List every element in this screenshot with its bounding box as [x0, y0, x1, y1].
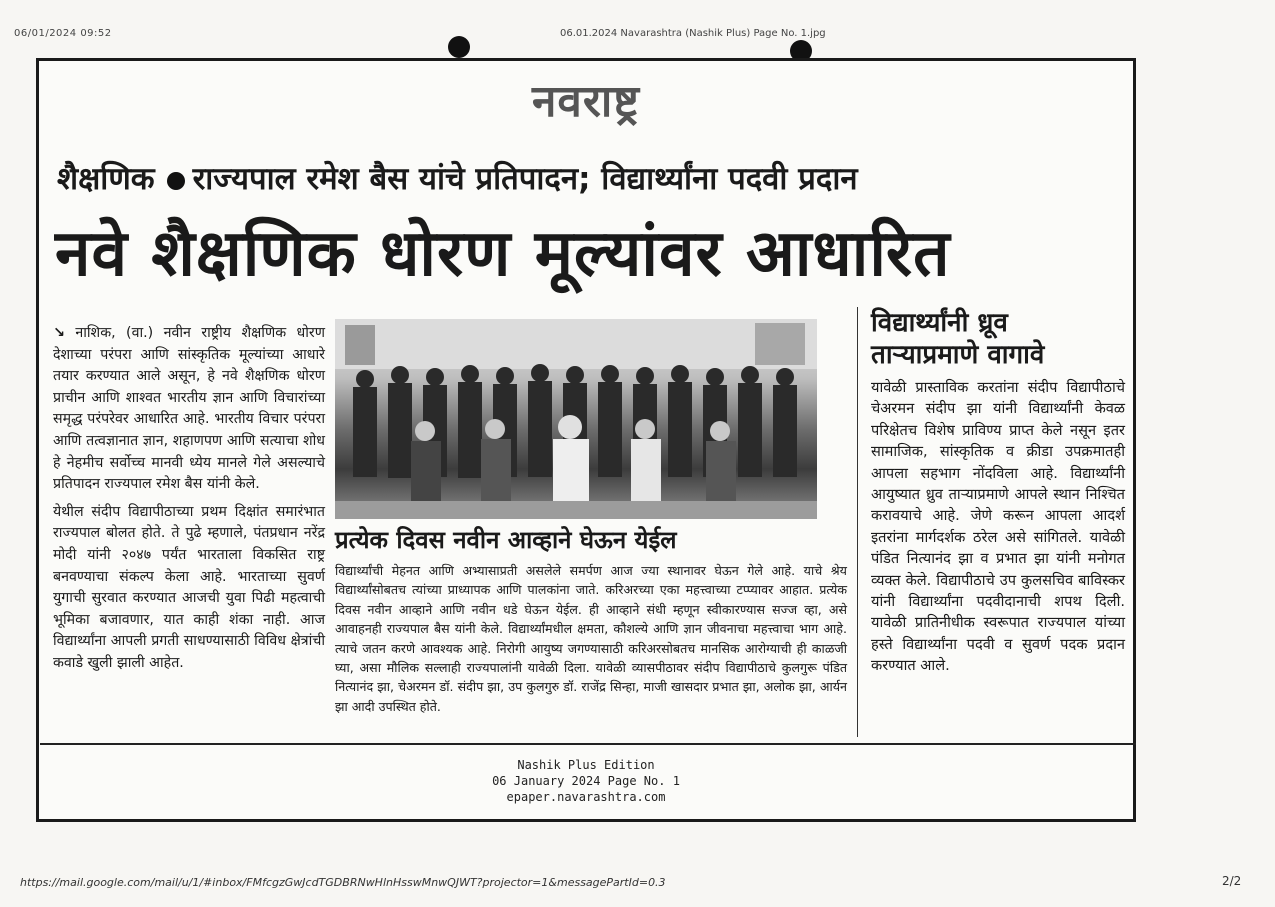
edition-date-page: 06 January 2024 Page No. 1 [492, 774, 680, 788]
edition-site: epaper.navarashtra.com [506, 790, 666, 804]
headline: नवे शैक्षणिक धोरण मूल्यांवर आधारित [55, 217, 951, 291]
left-column [53, 323, 325, 681]
punch-hole-left [448, 36, 470, 58]
masthead: नवराष्ट्र [532, 76, 640, 127]
right-column: यावेळी प्रास्ताविक करतांना संदीप विद्यापीठाचे चेअरमन संदीप झा यांनी विद्यार्थ्यांनी केवळ परिक्षेतच विशेष प्राविण्य प्राप्त केले नसून इतर सामाजिक, सांस्कृतिक व क्रीडा उपक्रमातही आपला सहभाग नोंदविला आहे. विद्यार्थ्यांनी आयुष्यात ध्रुव ताऱ्याप्रमाणे आपले स्थान निश्चित करावयाचे आहे. जेणे करून आपला आदर्श इतरांना मार्गदर्शक ठरेल असे सांगितले. यावेळी पंडित नित्यानंद झा व प्रभात झा यांनी मनोगत व्यक्त केले. विद्यापीठाचे उप कुलसचिव बाविस्कर यांनी विद्यार्थ्यांना पदवीदानाची शपथ दिली. यावेळी प्रातिनीधीक स्वरूपात राज्यपाल यांच्या हस्ते विद्यार्थ्यांना पदवी व सुवर्ण पदक प्रदान करण्यात आले. [871, 379, 1125, 675]
kicker-label: शैक्षणिक [57, 161, 155, 197]
kicker-text: राज्यपाल रमेश बैस यांचे प्रतिपादन; विद्यार्थ्यांना पदवी प्रदान [192, 161, 858, 197]
print-header-filename: 06.01.2024 Navarashtra (Nashik Plus) Page No. 1.jpg [560, 28, 826, 39]
dateline-arrow-icon: ↘ [53, 325, 65, 341]
bullet-icon [167, 172, 185, 190]
photo-illustration [335, 319, 817, 519]
print-footer-url: https://mail.google.com/mail/u/1/#inbox/FMfcgzGwJcdTGDBRNwHlnHsswMnwQJWT?projector=1&messagePartId=0.3 [20, 876, 666, 889]
kicker [57, 157, 858, 199]
left-paragraph-1 [53, 323, 325, 496]
footer-divider [40, 743, 1136, 745]
newspaper-clipping [36, 58, 1136, 822]
right-column-title: विद्यार्थ्यांनी ध्रूव ताऱ्याप्रमाणे वागावे [871, 308, 1045, 370]
convocation-photo [335, 319, 817, 519]
middle-column: विद्यार्थ्यांची मेहनत आणि अभ्यासाप्रती असलेले समर्पण आज ज्या स्थानावर घेऊन गेले आहे. याचे श्रेय विद्यार्थ्यांसोबतच त्यांच्या प्राध्यापक आणि पालकांना जाते. करिअरच्या एका महत्त्वाच्या टप्प्यावर आहात. प्रत्येक दिवस नवीन आव्हाने आणि नवीन धडे घेऊन येईल. ही आव्हाने संधी म्हणून स्वीकारण्यास सज्ज व्हा, असे आवाहनही राज्यपाल बैस यांनी केले. विद्यार्थ्यांमधील क्षमता, कौशल्ये आणि ज्ञान जीवनाचा महत्त्वाचा भाग आहे. त्याचे जतन करणे आवश्यक आहे. निरोगी आयुष्य जगण्यासाठी करिअरसोबतच मानसिक आरोग्याची ही काळजी घ्या, असा मौलिक सल्लाही राज्यपालांनी यावेळी दिला. यावेळी व्यासपीठावर संदीप विद्यापीठाचे कुलगुरू पंडित नित्यानंद झा, चेअरमन डॉ. संदीप झा, उप कुलगुरु डॉ. राजेंद्र सिन्हा, माजी खासदार प्रभात झा, अलोक झा, आर्यन झा आदी उपस्थित होते. [335, 563, 847, 714]
edition-name: Nashik Plus Edition [517, 758, 655, 772]
edition-footer [39, 757, 1133, 805]
column-divider [857, 307, 858, 737]
print-footer-page-count: 2/2 [1222, 874, 1242, 888]
print-header-timestamp: 06/01/2024 09:52 [14, 28, 112, 39]
left-paragraph-1-text: नाशिक, (वा.) नवीन राष्ट्रीय शैक्षणिक धोरण देशाच्या परंपरा आणि सांस्कृतिक मूल्यांच्या आधारे तयार करण्यात आले असून, हे नवे शैक्षणिक धोरण प्राचीन आणि शाश्वत भारतीय ज्ञान आणि विचारांच्या समृद्ध परंपरेवर आधारित आहे. भारतीय विचार परंपरा आणि तत्वज्ञानात ज्ञान, शहाणपण आणि सत्याचा शोध हे नेहमीच सर्वोच्च मानवी ध्येय मानले गेले असल्याचे प्रतिपादन राज्यपाल रमेश बैस यांनी केले. [53, 325, 325, 493]
sub-headline: प्रत्येक दिवस नवीन आव्हाने घेऊन येईल [335, 526, 677, 554]
left-paragraph-2: येथील संदीप विद्यापीठाच्या प्रथम दिक्षांत समारंभात राज्यपाल बोलत होते. ते पुढे म्हणाले, पंतप्रधान नरेंद्र मोदी यांनी २०४७ पर्यंत भारताला विकसित राष्ट्र बनवण्याचा संकल्प केला आहे. भारताच्या सुवर्ण युगाची सुरवात करण्यात आजची युवा पिढी महत्वाची भूमिका बजावणार, यात काही शंका नाही. आज विद्यार्थ्यांना आपली प्रगती साधण्यासाठी विविध क्षेत्रांची कवाडे खुली झाली आहेत. [53, 503, 325, 671]
